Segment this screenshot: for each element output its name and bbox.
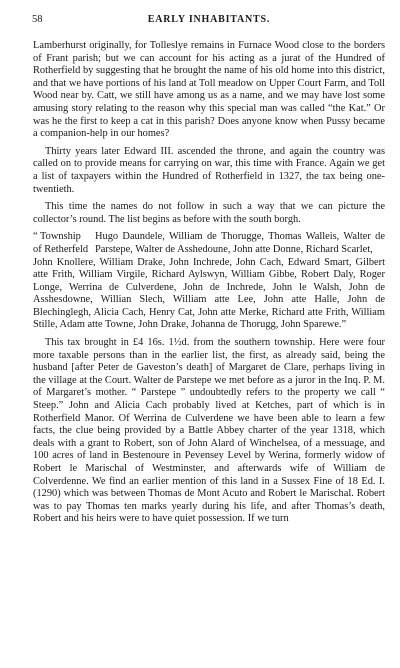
township-label xyxy=(33,231,89,256)
page-header xyxy=(32,14,386,28)
page-body xyxy=(33,40,385,531)
running-title: EARLY INHABITANTS. xyxy=(147,14,271,25)
paragraph-3: This time the names do not follow in such a way that we can picture the collector’s round. The list begins as before with the south borgh. xyxy=(33,201,385,225)
township-list xyxy=(33,231,385,332)
township-header-row xyxy=(33,231,385,256)
paragraph-2: Thirty years later Edward III. ascended the throne, and again the country was called on to provide means for carrying on war, this time with France. Again we get a list of taxpayers within the Hundred of Rotherfield in 1327, the tax being one-twentieth. xyxy=(33,145,385,195)
township-label-line-1: “ Township xyxy=(33,231,81,243)
township-names-first: Hugo Daundele, William de Thorugge, Thomas Walleis, Walter de Parstepe, Walter de Asshedoune, John atte Donne, Richard Scarlet, xyxy=(95,231,385,255)
paragraph-4: This tax brought in £4 16s. 1½d. from the southern township. Here were four more taxable persons than in the earlier list, the first, as already said, being the husband [after Peter de Gaveston’s death] of Margaret de Clare, perhaps living in the village at the Court. Walter de Parstepe we met before as a juror in the Inq. P. M. of Margaret’s mother. “ Parstepe ” undoubtedly refers to the property we call “ Steep.” John and Alicia Cach probably lived at Ketches, part of which is in Rotherfield Manor. Of Werrina de Culverdene we have been able to learn a few facts, the clue being provided by a Battle Abbey charter of the year 1318, which deals with a grant to Robert, son of John Alard of Winchelsea, of a messuage, and 100 acres of land in Bestenoure in Pevensey Level by Werina, formerly widow of Robert le Marischal of Westminster, and afterwards wife of William de Colverdenne. We find an earlier mention of this land in a Sussex Fine of 18 Ed. I. (1290) which was between Thomas de Mont Acuto and Robert le Marischal. Robert was to pay Thomas ten marks yearly during his life, and after Thomas’s death, Robert and his heirs were to have quiet possession. If we turn xyxy=(33,337,385,525)
township-label-line-2: of Retherfeld xyxy=(33,243,89,255)
township-names-rest: John Knollere, William Drake, John Inchrede, John Cach, Edward Smart, Gilbert atte Frith, William Virgile, Richard Aylswyn, William Gibbe, Robert Daly, Roger Longe, Werrina de Culverdene, John de Inchrede, John le Walsh, John de Asshesdowne, Willian Slech, William atte Lee, John atte Halle, John de Blechinglegh, Alicia Cach, Henry Cat, John atte Merke, Richard atte Frith, William Stille, Adam atte Towne, John Drake, Johanna de Thorugg, John Sparewe.” xyxy=(33,256,385,331)
paragraph-1: Lamberhurst originally, for Tolleslye remains in Furnace Wood close to the borders of Frant parish; but we can account for his acting as a jurat of the Hundred of Rotherfield by suggesting that he brought the name of his old home into this district, and that we have portions of his land at Toll meadow on Upper Court Farm, and Toll Wood near by. Catt, we still have among us as a name, and we may have lost some amusing story relating to the reason why this special man was called “the Kat.” Or was he the first to keep a cat in this parish? Does anyone know when Pussy became a companion-help in our homes? xyxy=(33,40,385,140)
page-number: 58 xyxy=(32,14,43,25)
